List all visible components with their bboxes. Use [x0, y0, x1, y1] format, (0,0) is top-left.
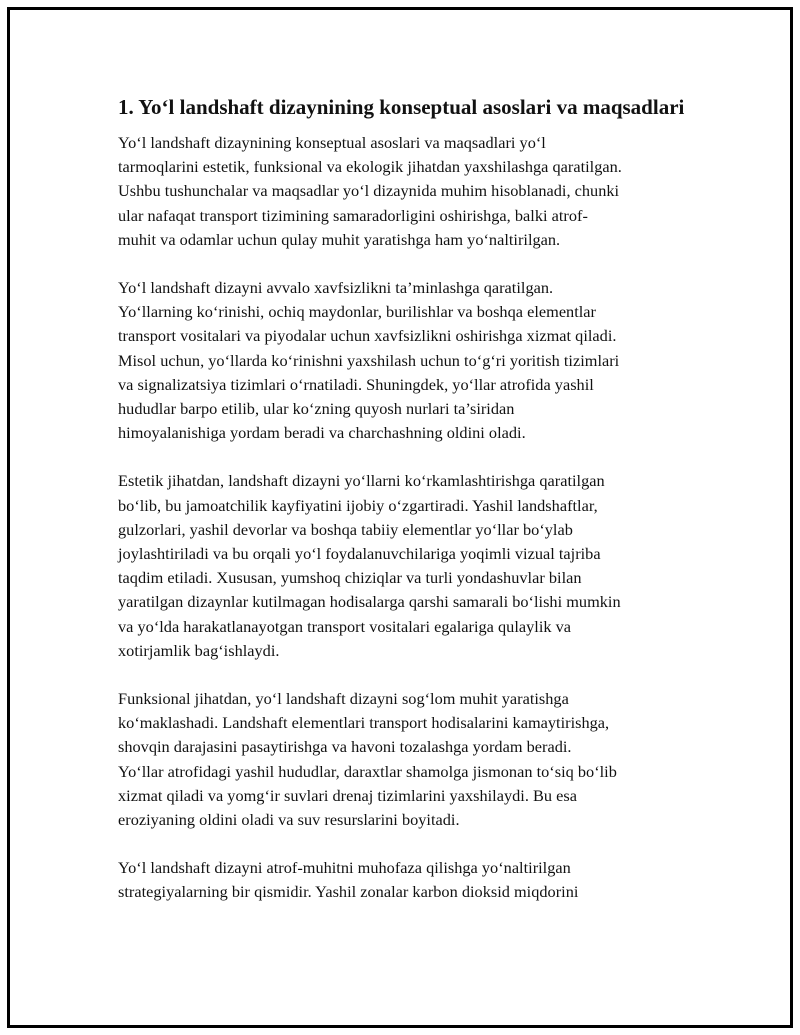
- document-body: [110, 93, 700, 929]
- paragraph-2: Yo‘l landshaft dizayni avvalo xavfsizlikni ta’minlashga qaratilgan. Yo‘llarning ko‘rinishi, ochiq maydonlar, burilishlar va boshqa elementlar transport vositalari va piyodalar uchun xavfsizlikni oshirishga xizmat qiladi. Misol uchun, yo‘llarda ko‘rinishni yaxshilash uchun to‘g‘ri yoritish tizimlari va signalizatsiya tizimlari o‘rnatiladi. Shuningdek, yo‘llar atrofida yashil hududlar barpo etilib, ular ko‘zning quyosh nurlari ta’siridan himoyalanishiga yordam beradi va charchashning oldini oladi.: [118, 278, 620, 443]
- section-heading: 1. Yo‘l landshaft dizaynining konseptual asoslari va maqsadlari: [118, 95, 685, 119]
- paragraph-4: Funksional jihatdan, yo‘l landshaft dizayni sog‘lom muhit yaratishga ko‘maklashadi. Landshaft elementlari transport hodisalarini kamaytirishga, shovqin darajasini pasaytirishga va havoni tozalashga yordam beradi. Yo‘llar atrofidagi yashil hududlar, daraxtlar shamolga jismonan to‘siq bo‘lib xizmat qiladi va yomg‘ir suvlari drenaj tizimlarini yaxshilaydi. Bu esa eroziyaning oldini oladi va suv resurslarini boyitadi.: [118, 689, 617, 830]
- paragraph-1: Yo‘l landshaft dizaynining konseptual asoslari va maqsadlari yo‘l tarmoqlarini estetik, funksional va ekologik jihatdan yaxshilashga qaratilgan. Ushbu tushunchalar va maqsadlar yo‘l dizaynida muhim hisoblanadi, chunki ular nafaqat transport tizimining samaradorligini oshirishga, balki atrof- muhit va odamlar uchun qulay muhit yaratishga ham yo‘naltirilgan.: [118, 133, 622, 249]
- paragraph-5: Yo‘l landshaft dizayni atrof-muhitni muhofaza qilishga yo‘naltirilgan strategiyalarning bir qismidir. Yashil zonalar karbon dioksid miqdorini: [118, 858, 579, 902]
- paragraph-3: Estetik jihatdan, landshaft dizayni yo‘llarni ko‘rkamlashtirishga qaratilgan bo‘lib, bu jamoatchilik kayfiyatini ijobiy o‘zgartiradi. Yashil landshaftlar, gulzorlari, yashil devorlar va boshqa tabiiy elementlar yo‘llar bo‘ylab joylashtiriladi va bu orqali yo‘l foydalanuvchilariga yoqimli vizual tajriba taqdim etiladi. Xususan, yumshoq chiziqlar va turli yondashuvlar bilan yaratilgan dizaynlar kutilmagan hodisalarga qarshi samarali bo‘lishi mumkin va yo‘lda harakatlanayotgan transport vositalari egalariga qulaylik va xotirjamlik bag‘ishlaydi.: [118, 471, 621, 660]
